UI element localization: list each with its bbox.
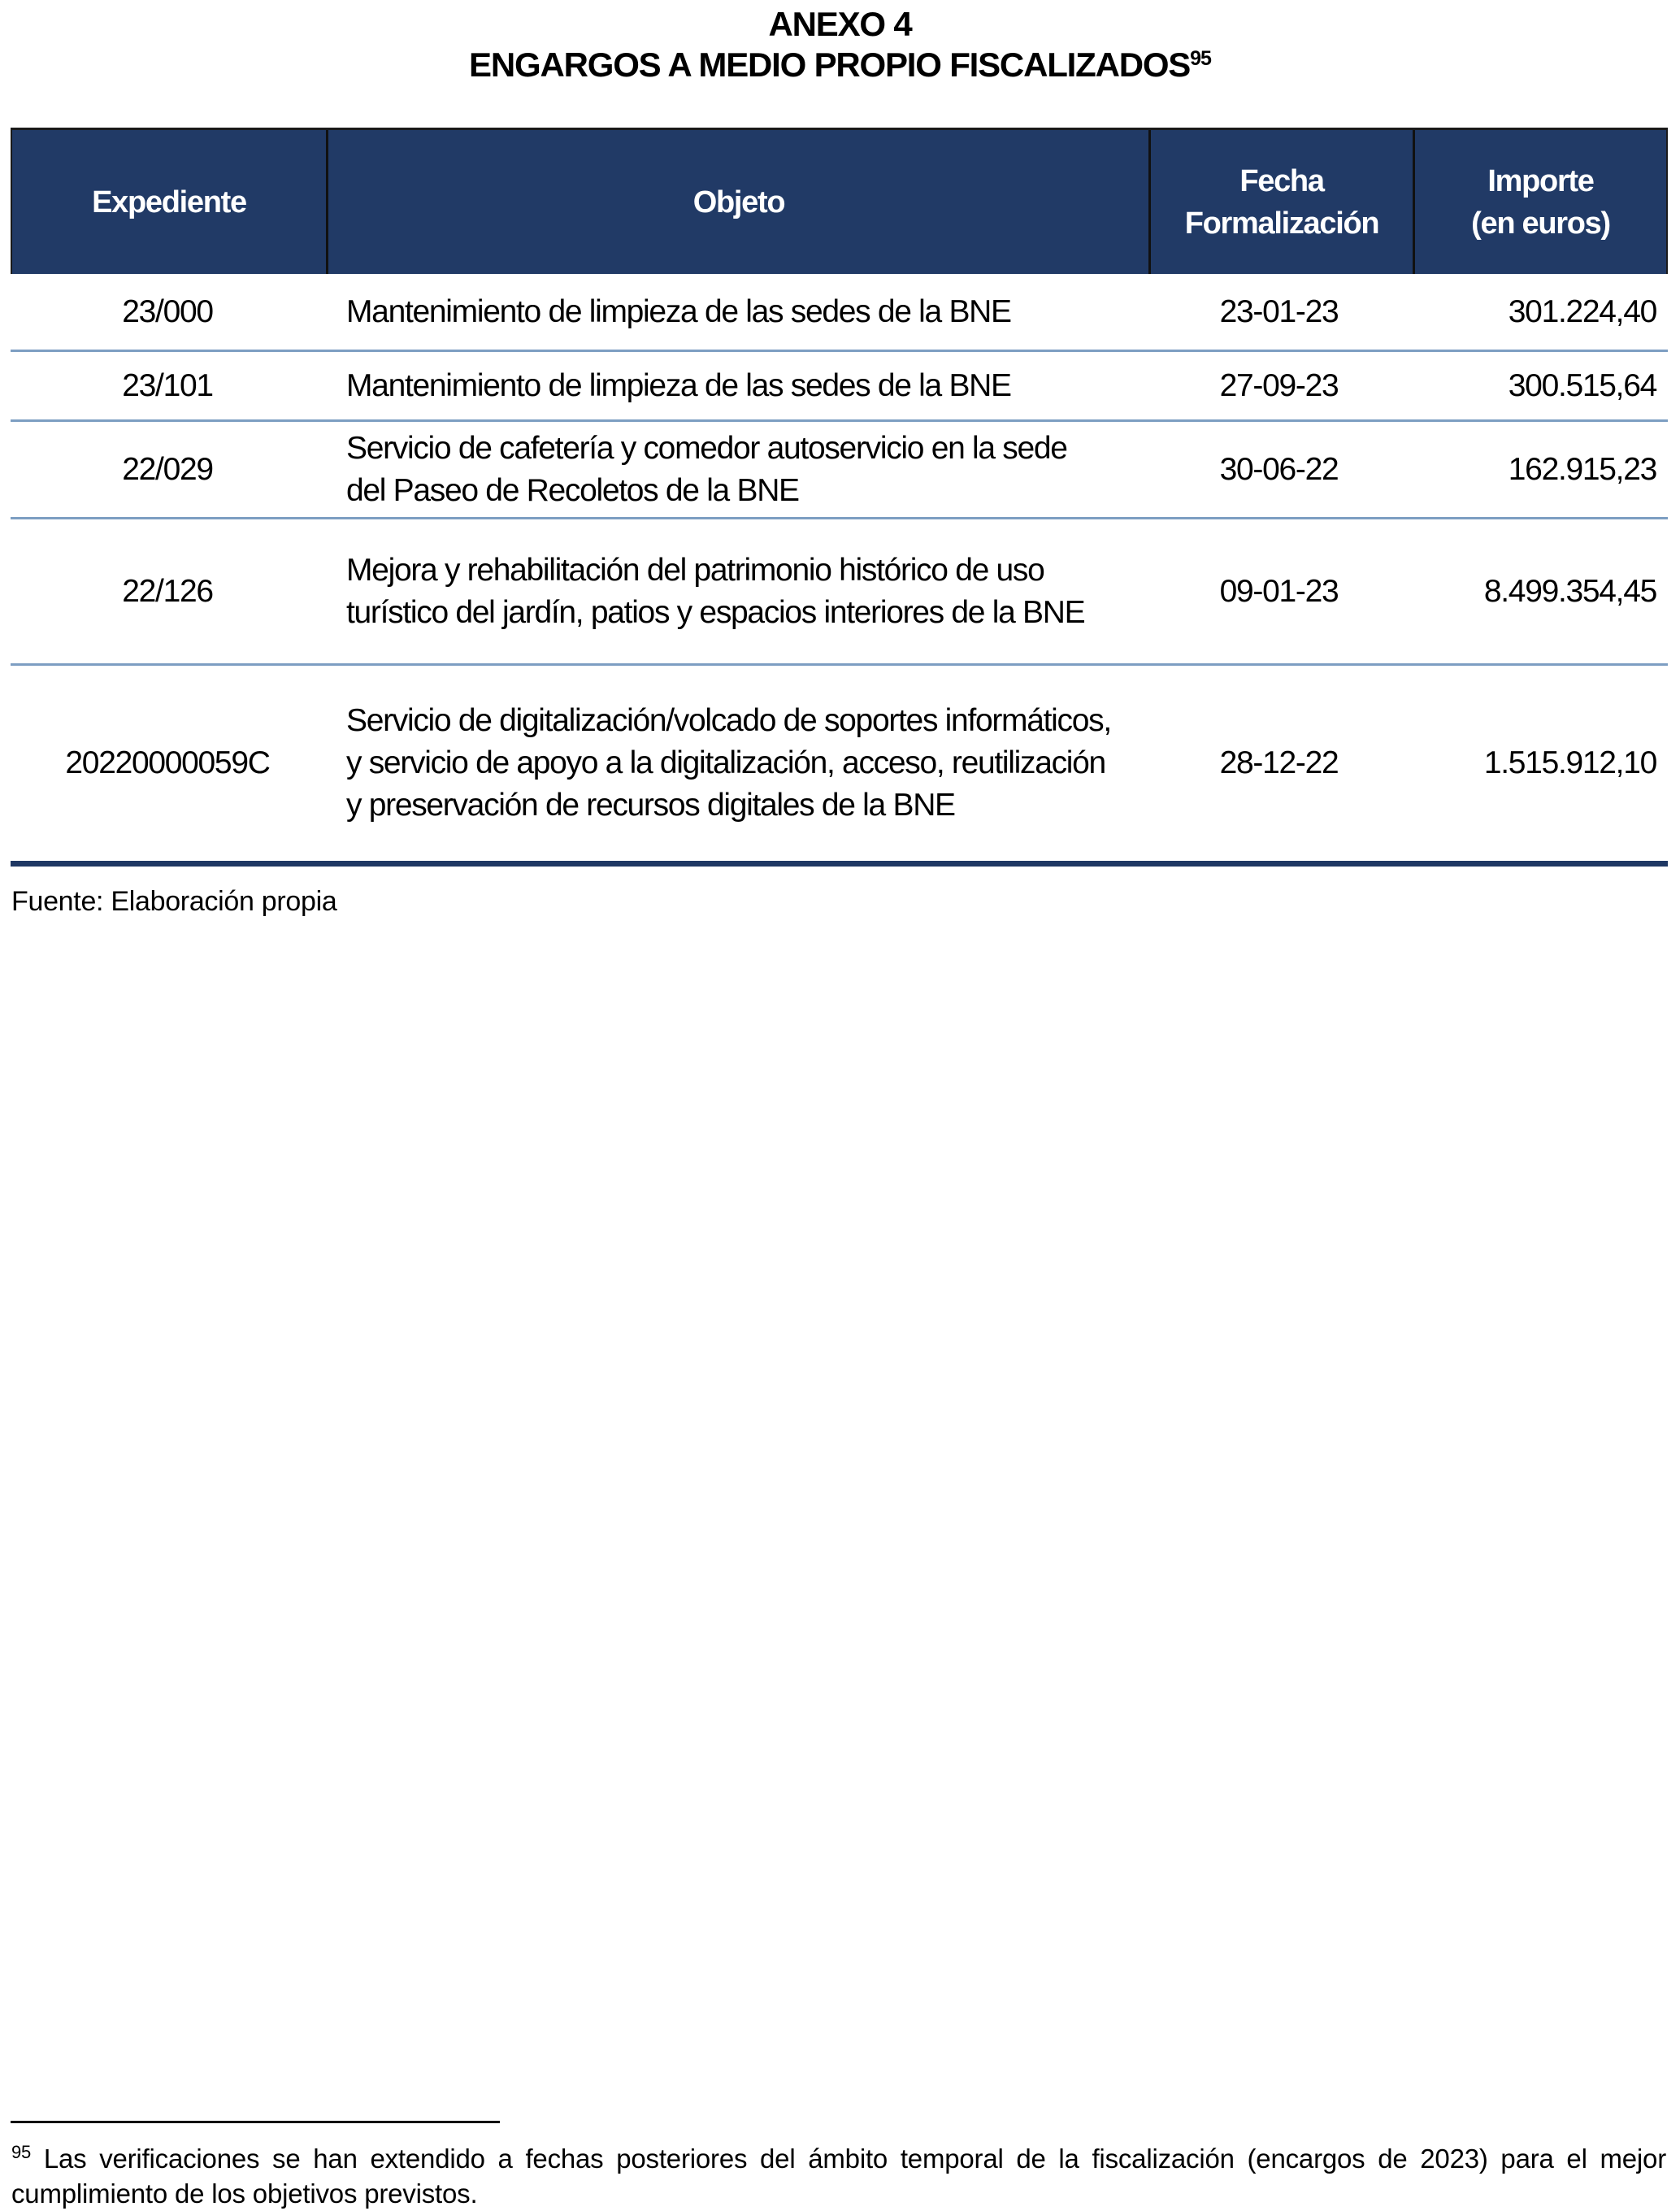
header-label: (en euros) (1471, 206, 1610, 241)
cell-importe: 1.515.912,10 (1483, 745, 1656, 780)
annex-subtitle (0, 46, 1680, 85)
cell-expediente: 23/101 (122, 367, 213, 403)
footnote-number: 95 (11, 2142, 32, 2162)
cell-fecha: 30-06-22 (1219, 451, 1339, 487)
footnote-text: Las verificaciones se han extendido a fechas posteriores del ámbito temporal de la fiscalización (encargos de 2023) para el mejor cumplimiento de los objetivos previstos. (11, 2144, 1666, 2209)
header-importe (1413, 130, 1666, 274)
table-row (11, 422, 1668, 519)
annex-title: ANEXO 4 (768, 5, 912, 43)
footnote-ref[interactable]: 95 (1190, 47, 1211, 70)
cell-objeto: Mejora y rehabilitación del patrimonio histórico de uso turístico del jardín, patios y espacios interiores de la BNE (346, 552, 1085, 630)
cell-fecha: 09-01-23 (1219, 573, 1339, 609)
cell-fecha: 28-12-22 (1219, 745, 1339, 780)
table-row (11, 519, 1668, 666)
cell-objeto: Servicio de digitalización/volcado de soportes informáticos, y servicio de apoyo a la digitalización, acceso, reutilización y preservación de recursos digitales de la BNE (346, 703, 1111, 823)
table-header (11, 128, 1668, 274)
header-fecha (1148, 130, 1413, 274)
source-note: Fuente: Elaboración propia (11, 886, 337, 917)
header-label: Objeto (692, 185, 785, 219)
cell-expediente: 22/126 (122, 573, 213, 609)
cell-expediente: 22/029 (122, 451, 213, 487)
table-row (11, 666, 1668, 867)
cell-fecha: 23-01-23 (1219, 293, 1339, 329)
cell-importe: 162.915,23 (1508, 451, 1656, 487)
cell-importe: 8.499.354,45 (1483, 573, 1656, 609)
cell-expediente: 23/000 (122, 293, 213, 329)
cell-objeto: Mantenimiento de limpieza de las sedes de la BNE (346, 367, 1011, 403)
cell-objeto: Mantenimiento de limpieza de las sedes de la BNE (346, 293, 1011, 329)
table-row (11, 274, 1668, 352)
header-label: Formalización (1184, 206, 1379, 241)
footnote (11, 2141, 1666, 2211)
header-objeto (326, 130, 1149, 274)
header-label: Expediente (92, 185, 246, 219)
cell-importe: 300.515,64 (1508, 367, 1656, 403)
header-label: Fecha (1239, 163, 1324, 198)
footnote-divider (11, 2121, 500, 2123)
header-label: Importe (1487, 163, 1594, 198)
subtitle-text: ENGARGOS A MEDIO PROPIO FISCALIZADOS (469, 46, 1191, 84)
header-expediente (12, 130, 326, 274)
table-row (11, 352, 1668, 422)
cell-objeto: Servicio de cafetería y comedor autoservicio en la sede del Paseo de Recoletos de la BNE (346, 430, 1067, 508)
cell-fecha: 27-09-23 (1219, 367, 1339, 403)
cell-expediente: 20220000059C (65, 745, 270, 780)
cell-importe: 301.224,40 (1508, 293, 1656, 329)
